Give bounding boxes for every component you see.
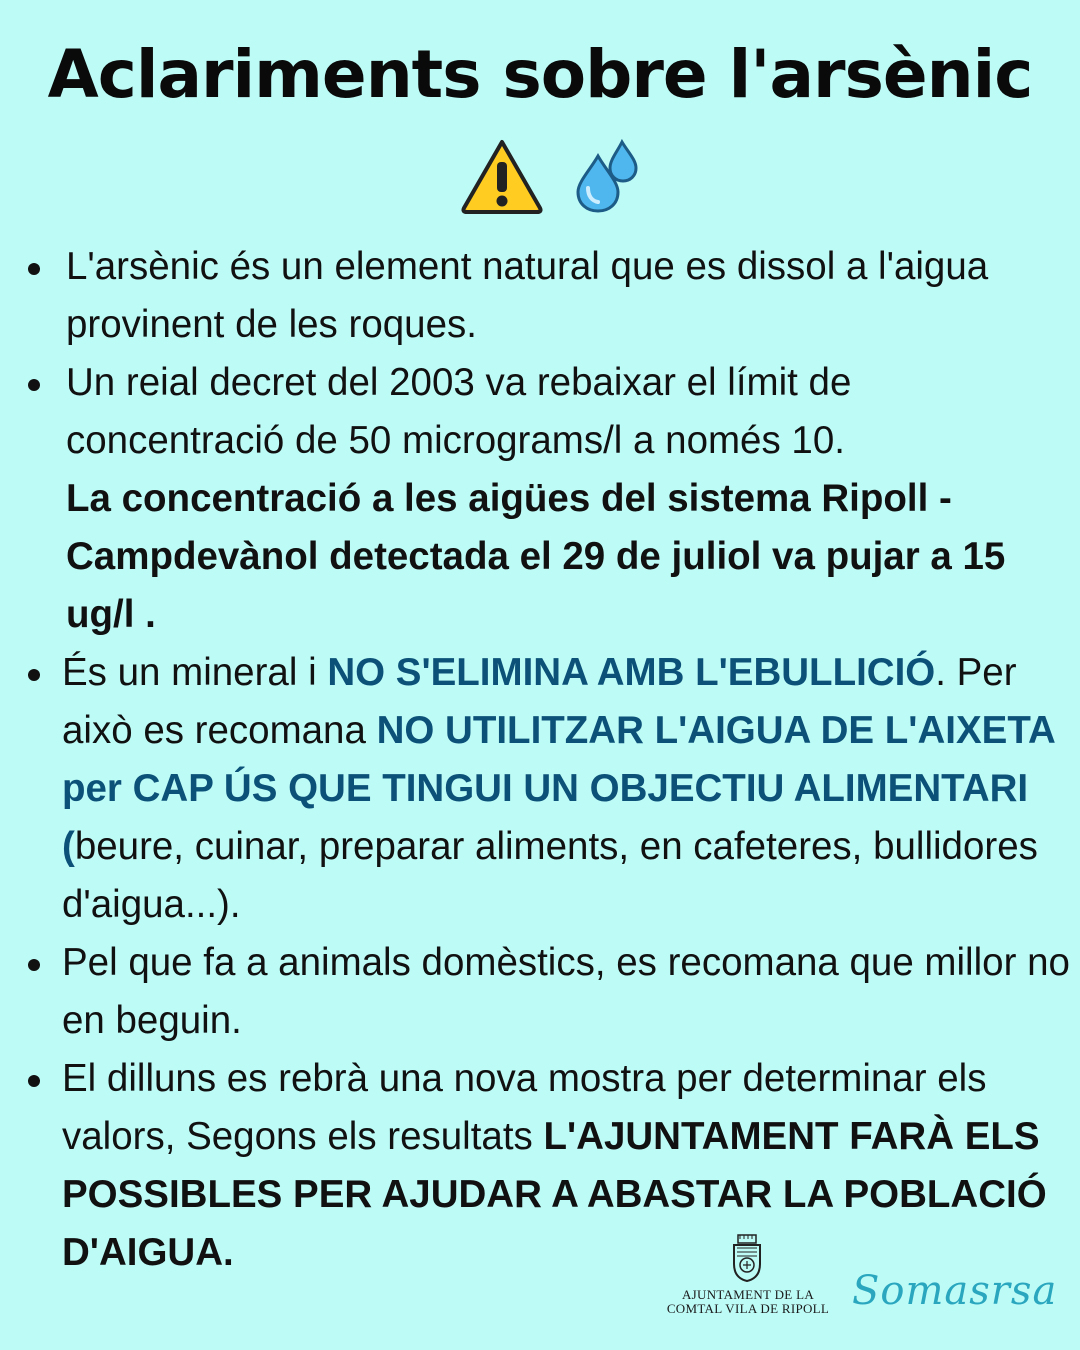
bullet-dot [28,263,40,275]
bullet-dot [28,1075,40,1087]
bullet-text: L'arsènic és un element natural que es dissol a l'aigua provinent de les roques. [66,245,989,346]
highlight-text: NO UTILITZAR L'AIGUA DE L'AIXETA per CAP ÚS QUE TINGUI UN OBJECTIU ALIMENTARI ( [62,709,1055,868]
brand-logo-text: Somasrsa [852,1268,1058,1314]
bullet-text: Pel que fa a animals domèstics, es recomana que millor no en beguin. [62,941,1070,1042]
bullet-dot [28,379,40,391]
logo-text-line2: COMTAL VILA DE RIPOLL [666,1301,830,1316]
highlight-text: NO S'ELIMINA AMB L'EBULLICIÓ [327,651,936,694]
list-item [20,934,1070,1050]
bullet-text: És un mineral i [62,651,328,694]
ripoll-council-logo [660,1234,836,1324]
bullet-dot [28,959,40,971]
bullet-text: El dilluns es rebrà una nova mostra per determinar els valors, Segons els resultats [62,1057,987,1158]
bullet-bold-text: L'AJUNTAMENT FARÀ ELS POSSIBLES PER AJUDAR A ABASTAR LA POBLACIÓ D'AIGUA. [62,1115,1047,1274]
crest-icon [730,1234,764,1282]
bullet-dot [28,669,40,681]
title-icons [0,138,1080,218]
list-item [20,644,1070,934]
list-item [20,1050,1070,1282]
list-item [20,354,1070,644]
logo-text-line1: AJUNTAMENT DE LA [681,1287,815,1302]
droplets-icon [574,138,640,214]
warning-icon [460,138,544,214]
list-item [20,238,1070,354]
bullet-text: . Per això es recomana [62,651,1017,752]
page-title: Aclariments sobre l'arsènic [47,36,1033,113]
bullet-text: beure, cuinar, preparar aliments, en cafeteres, bullidores d'aigua...). [62,825,1038,926]
bullet-list [20,238,1070,1282]
bullet-bold-text: La concentració a les aigües del sistema Ripoll - Campdevànol detectada el 29 de juliol va pujar a 15 ug/l . [66,477,1006,636]
bullet-text: Un reial decret del 2003 va rebaixar el límit de concentració de 50 micrograms/l a només 10. [66,361,852,462]
